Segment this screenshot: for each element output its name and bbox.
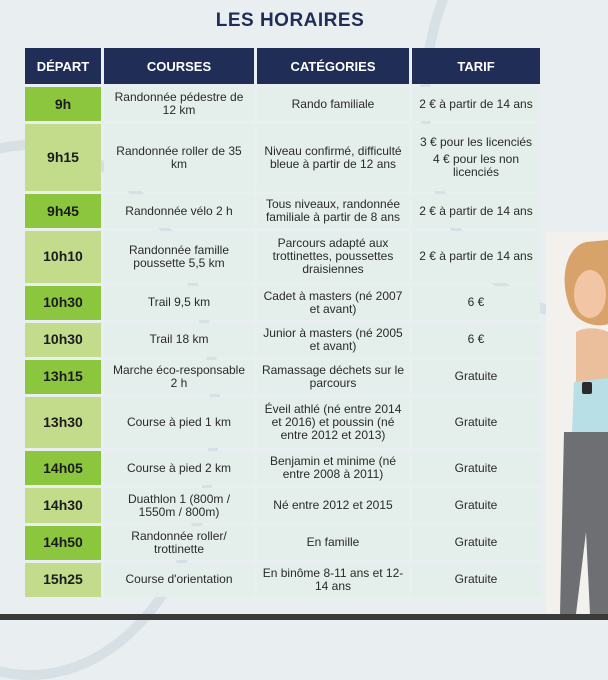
header-depart: DÉPART xyxy=(25,48,101,84)
price: 6 € xyxy=(412,286,540,320)
table-row xyxy=(25,87,540,121)
course-name: Trail 18 km xyxy=(104,323,254,357)
schedule-table xyxy=(22,45,543,600)
category: Niveau confirmé, difficulté bleue à partir de 12 ans xyxy=(257,124,409,191)
depart-time: 9h45 xyxy=(25,194,101,228)
category: Ramassage déchets sur le parcours xyxy=(257,360,409,394)
category: Rando familiale xyxy=(257,87,409,121)
price: Gratuite xyxy=(412,488,540,522)
course-name: Randonnée famille poussette 5,5 km xyxy=(104,231,254,282)
course-name: Randonnée vélo 2 h xyxy=(104,194,254,228)
depart-time: 14h50 xyxy=(25,526,101,560)
price: Gratuite xyxy=(412,563,540,597)
course-name: Randonnée pédestre de 12 km xyxy=(104,87,254,121)
table-row xyxy=(25,488,540,522)
runner-photo xyxy=(546,232,608,614)
frame-bottom-border xyxy=(0,614,608,620)
price: 2 € à partir de 14 ans xyxy=(412,231,540,282)
category: Junior à masters (né 2005 et avant) xyxy=(257,323,409,357)
category: Benjamin et minime (né entre 2008 à 2011) xyxy=(257,451,409,485)
table-row xyxy=(25,526,540,560)
price-licensed: 3 € pour les licenciés xyxy=(419,135,533,150)
table-row xyxy=(25,124,540,191)
depart-time: 14h30 xyxy=(25,488,101,522)
course-name: Course d'orientation xyxy=(104,563,254,597)
price: Gratuite xyxy=(412,360,540,394)
category: Tous niveaux, randonnée familiale à partir de 8 ans xyxy=(257,194,409,228)
page-title: LES HORAIRES xyxy=(215,10,365,31)
depart-time: 10h30 xyxy=(25,323,101,357)
depart-time: 15h25 xyxy=(25,563,101,597)
table-row xyxy=(25,563,540,597)
price: Gratuite xyxy=(412,526,540,560)
course-name: Duathlon 1 (800m / 1550m / 800m) xyxy=(104,488,254,522)
course-name: Trail 9,5 km xyxy=(104,286,254,320)
header-courses: COURSES xyxy=(104,48,254,84)
course-name: Randonnée roller/ trottinette xyxy=(104,526,254,560)
category: Éveil athlé (né entre 2014 et 2016) et poussin (né entre 2012 et 2013) xyxy=(257,397,409,448)
table-row xyxy=(25,286,540,320)
depart-time: 10h10 xyxy=(25,231,101,282)
category: Cadet à masters (né 2007 et avant) xyxy=(257,286,409,320)
course-name: Marche éco-responsable 2 h xyxy=(104,360,254,394)
price: 2 € à partir de 14 ans xyxy=(412,87,540,121)
table-row xyxy=(25,451,540,485)
table-row xyxy=(25,360,540,394)
course-name: Course à pied 1 km xyxy=(104,397,254,448)
table-row xyxy=(25,194,540,228)
depart-time: 14h05 xyxy=(25,451,101,485)
category: Né entre 2012 et 2015 xyxy=(257,488,409,522)
price: Gratuite xyxy=(412,451,540,485)
depart-time: 10h30 xyxy=(25,286,101,320)
depart-time: 13h15 xyxy=(25,360,101,394)
price: 2 € à partir de 14 ans xyxy=(412,194,540,228)
price-non-licensed: 4 € pour les non licenciés xyxy=(432,152,520,180)
header-categories: CATÉGORIES xyxy=(257,48,409,84)
course-name: Course à pied 2 km xyxy=(104,451,254,485)
table-row xyxy=(25,397,540,448)
category: En binôme 8-11 ans et 12-14 ans xyxy=(257,563,409,597)
price: 6 € xyxy=(412,323,540,357)
table-row xyxy=(25,231,540,282)
depart-time: 13h30 xyxy=(25,397,101,448)
depart-time: 9h15 xyxy=(25,124,101,191)
price xyxy=(412,124,540,191)
category: En famille xyxy=(257,526,409,560)
price: Gratuite xyxy=(412,397,540,448)
course-name: Randonnée roller de 35 km xyxy=(104,124,254,191)
depart-time: 9h xyxy=(25,87,101,121)
header-tarif: TARIF xyxy=(412,48,540,84)
category: Parcours adapté aux trottinettes, poussettes draisiennes xyxy=(257,231,409,282)
table-header-row xyxy=(25,48,540,84)
table-row xyxy=(25,323,540,357)
